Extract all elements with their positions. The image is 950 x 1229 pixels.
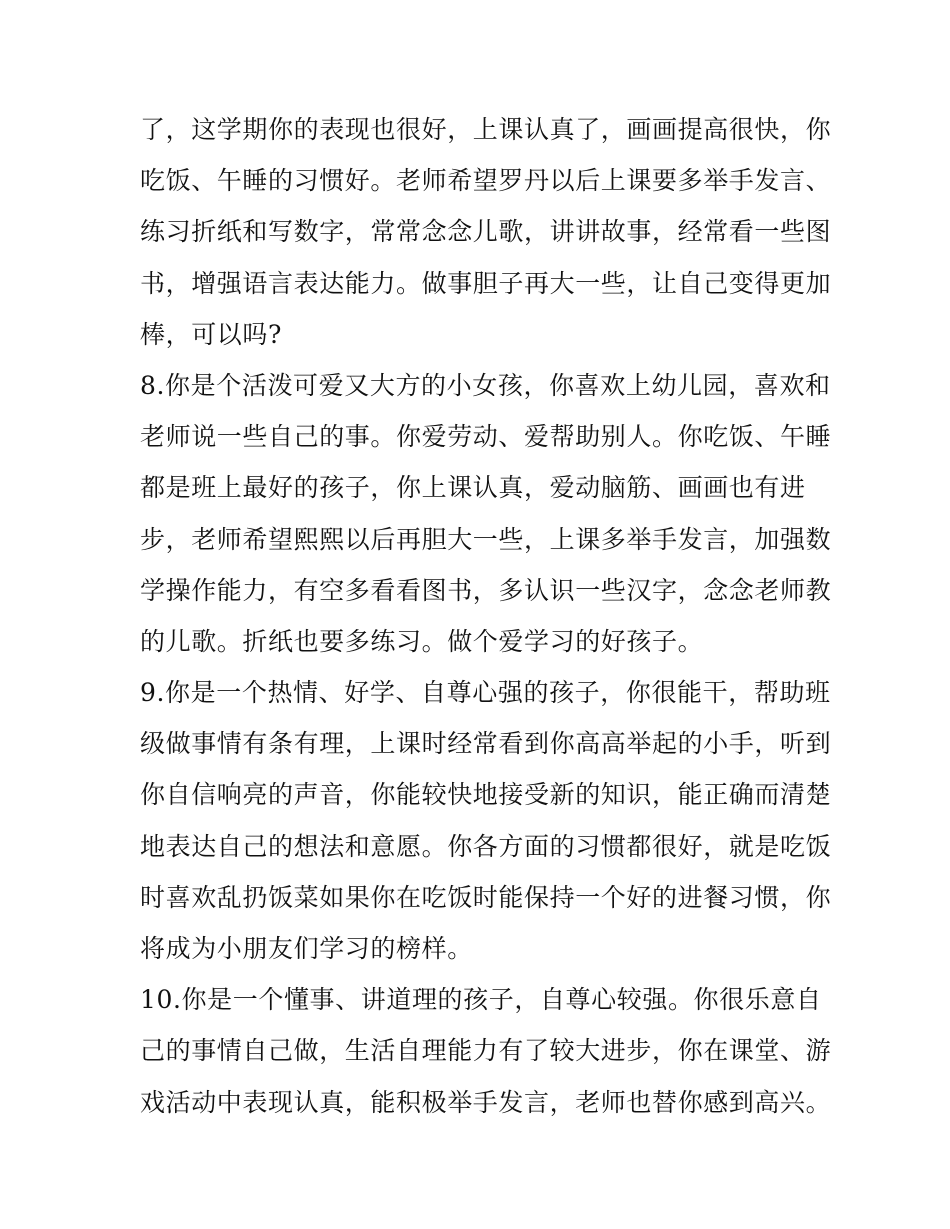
text-line-5: 棒，可以吗? — [140, 319, 283, 349]
text-line-15: 地表达自己的想法和意愿。你各方面的习惯都很好，就是吃饭 — [140, 831, 832, 861]
text-line-17: 将成为小朋友们学习的榜样。 — [140, 934, 473, 963]
text-line-19: 己的事情自己做，生活自理能力有了较大进步，你在课堂、游 — [140, 1036, 832, 1066]
text-line-20: 戏活动中表现认真，能积极举手发言，老师也替你感到高兴。 — [140, 1087, 832, 1117]
text-line-16: 时喜欢乱扔饭菜如果你在吃饭时能保持一个好的进餐习惯，你 — [140, 882, 832, 912]
text-line-4: 书，增强语言表达能力。做事胆子再大一些，让自己变得更加 — [140, 268, 832, 298]
text-line-10: 学操作能力，有空多看看图书，多认识一些汉字，念念老师教 — [140, 575, 832, 605]
text-line-13: 级做事情有条有理，上课时经常看到你高高举起的小手，听到 — [140, 729, 832, 759]
text-line-7: 老师说一些自己的事。你爱劳动、爱帮助别人。你吃饭、午睡 — [140, 422, 832, 452]
text-line-12: 9.你是一个热情、好学、自尊心强的孩子，你很能干，帮助班 — [140, 678, 831, 708]
text-line-6: 8.你是个活泼可爱又大方的小女孩，你喜欢上幼儿园，喜欢和 — [140, 370, 831, 400]
text-line-1: 了，这学期你的表现也很好，上课认真了，画画提高很快，你 — [140, 115, 832, 144]
text-line-11: 的儿歌。折纸也要多练习。做个爱学习的好孩子。 — [140, 626, 704, 656]
text-line-18: 10.你是一个懂事、讲道理的孩子，自尊心较强。你很乐意自 — [140, 985, 822, 1015]
text-line-8: 都是班上最好的孩子，你上课认真，爱动脑筋、画画也有进 — [140, 473, 806, 503]
document-body — [140, 104, 832, 1128]
text-line-14: 你自信响亮的声音，你能较快地接受新的知识，能正确而清楚 — [140, 780, 832, 810]
text-line-3: 练习折纸和写数字，常常念念儿歌，讲讲故事，经常看一些图 — [140, 217, 832, 247]
text-line-9: 步，老师希望熙熙以后再胆大一些，上课多举手发言，加强数 — [140, 524, 832, 554]
text-line-2: 吃饭、午睡的习惯好。老师希望罗丹以后上课要多举手发言、 — [140, 166, 832, 196]
